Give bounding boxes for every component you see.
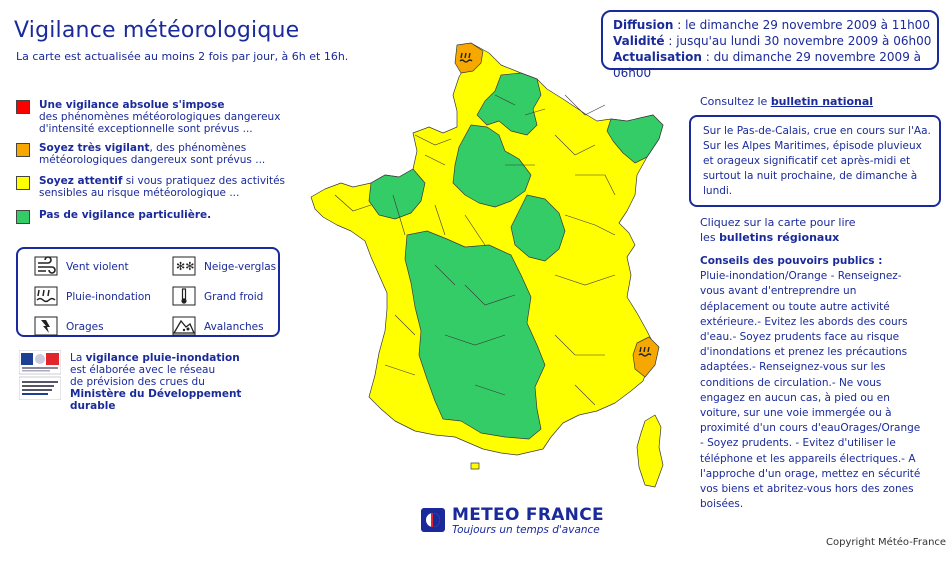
republic-emblem-logo: [19, 350, 61, 400]
diffusion-label: Diffusion: [613, 18, 674, 32]
phenomena-legend: [16, 247, 280, 337]
page-subtitle: La carte est actualisée au moins 2 fois par jour, à 6h et 16h.: [16, 50, 349, 63]
rain-flood-icon: [34, 286, 58, 306]
national-bulletin-line: [700, 95, 873, 108]
wind-label: Vent violent: [66, 261, 129, 273]
wind-icon: [34, 256, 58, 276]
bulletin-box: Sur le Pas-de-Calais, crue en cours sur l'Aa. Sur les Alpes Maritimes, épisode pluvieux et orageux significatif cet après-midi et surtout la nuit prochaine, de dimanche à lundi.: [689, 115, 941, 207]
legend-red-title: Une vigilance absolue s'impose: [39, 99, 225, 111]
legend-red-text: des phénomènes météorologiques dangereux d'intensité exceptionnelle sont prévus ...: [39, 111, 281, 135]
legend-orange-text: , des phénomènes météorologiques dangereux sont prévus ...: [39, 142, 266, 166]
rain-label: Pluie-inondation: [66, 291, 151, 303]
diffusion-line: [613, 17, 937, 33]
actualisation-label: Actualisation: [613, 50, 702, 64]
vigilance-note-pre: La: [70, 352, 86, 364]
legend-yellow-title: Soyez attentif: [39, 175, 123, 187]
legend-orange-title: Soyez très vigilant: [39, 142, 150, 154]
cliquez-line2: [700, 230, 856, 245]
brand-tagline: Toujours un temps d'avance: [452, 524, 600, 536]
cold-label: Grand froid: [204, 291, 264, 303]
validite-value: : jusqu'au lundi 30 novembre 2009 à 06h00: [664, 34, 932, 48]
svg-text:✻✻: ✻✻: [176, 260, 195, 273]
legend-green-title: Pas de vigilance particulière.: [39, 209, 212, 221]
map-corsica[interactable]: [637, 415, 663, 487]
avalanche-icon: [172, 316, 196, 336]
copyright: Copyright Météo-France: [826, 537, 947, 548]
regional-bulletins-hint: [700, 215, 856, 245]
national-bulletin-link[interactable]: bulletin national: [770, 95, 874, 108]
legend-yellow-swatch: [16, 176, 30, 190]
regional-bulletins-link[interactable]: bulletins régionaux: [719, 231, 840, 244]
cold-icon: [172, 286, 196, 306]
legend-green-swatch: [16, 210, 30, 224]
vigilance-note-line4: Ministère du Développement durable: [70, 388, 242, 412]
storm-label: Orages: [66, 321, 104, 333]
snow-ice-icon: [172, 256, 196, 276]
brand-name: METEO FRANCE: [452, 505, 604, 525]
advice-text: Pluie-inondation/Orange - Renseignez-vous avant d'entreprendre un déplacement ou toute autre activité extérieure.- Evitez les abords des cours d'eau.- Soyez prudents face au risque d'inondations et prenez les précautions adaptées.- Renseignez-vous sur les conditions de circulation.- Ne vous engagez en aucun cas, à pied ou en voiture, sur une voie immergée ou à proximité d'un cours d'eauOrages/Orange - Soyez prudents. - Evitez d'utiliser le téléphone et les appareils électriques.- A l'approche d'un orage, mettez en sécurité vos biens et abritez-vous hors des zones boisées.: [700, 270, 921, 511]
diffusion-value: : le dimanche 29 novembre 2009 à 11h00: [673, 18, 930, 32]
map-enclave[interactable]: [471, 463, 479, 469]
legend-red-swatch: [16, 100, 30, 114]
meteo-france-logo-icon: [420, 507, 446, 533]
advice-section: [700, 254, 925, 512]
legend-orange-swatch: [16, 143, 30, 157]
avalanche-label: Avalanches: [204, 321, 264, 333]
cliquez-line1: Cliquez sur la carte pour lire: [700, 216, 856, 229]
cliquez-line2-pre: les: [700, 231, 720, 244]
snow-label: Neige-verglas: [204, 261, 277, 273]
storm-icon: [34, 316, 58, 336]
actualisation-value: : du dimanche 29 novembre 2009 à 06h00: [613, 50, 921, 80]
legend-yellow-text: si vous pratiquez des activités sensibles au risque météorologique ...: [39, 175, 286, 199]
vigilance-note-line2: est élaborée avec le réseau: [70, 364, 216, 376]
vigilance-note: [70, 352, 290, 412]
vigilance-note-bold: vigilance pluie-inondation: [85, 352, 240, 364]
vigilance-map[interactable]: [275, 35, 675, 495]
vigilance-note-line1: [70, 352, 290, 364]
consultez-text: Consultez le: [700, 95, 771, 108]
vigilance-note-line3: de prévision des crues du: [70, 376, 205, 388]
advice-title: Conseils des pouvoirs publics :: [700, 255, 883, 267]
page-title: Vigilance météorologique: [14, 18, 300, 43]
validite-label: Validité: [613, 34, 665, 48]
